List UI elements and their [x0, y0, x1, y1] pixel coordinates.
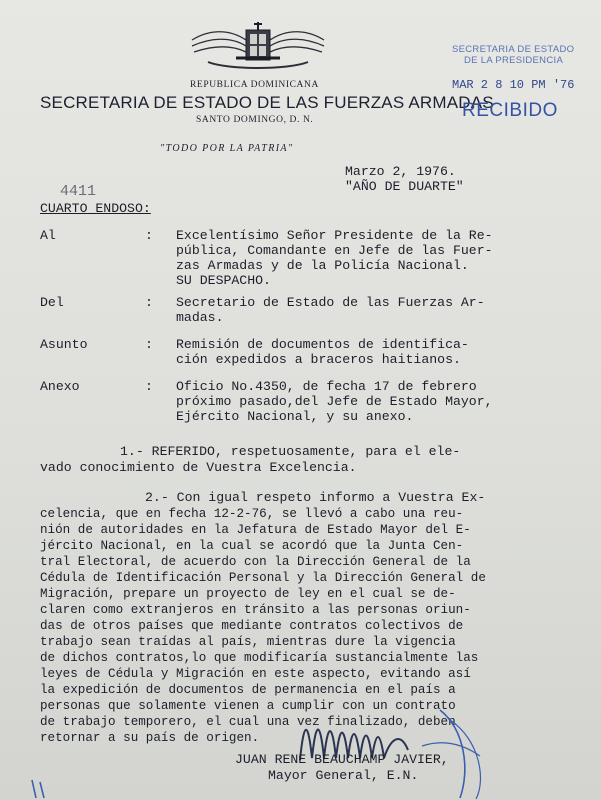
paragraph-2-line-16: retornar a su país de origen. — [40, 731, 260, 745]
from-separator: : — [145, 295, 153, 310]
to-line-2: pública, Comandante en Jefe de las Fuer- — [176, 243, 493, 258]
document-number: 4411 — [60, 183, 97, 200]
ministry-title: SECRETARIA DE ESTADO DE LAS FUERZAS ARMADAS — [40, 93, 494, 112]
motto: "TODO POR LA PATRIA" — [160, 143, 294, 154]
paragraph-2-line-7: Migración, prepare un proyecto de ley en el cual se de- — [40, 587, 456, 601]
handwritten-signature — [290, 700, 510, 800]
to-line-4: SU DESPACHO. — [176, 273, 271, 288]
ink-mark — [28, 778, 58, 800]
year-name: "AÑO DE DUARTE" — [345, 179, 464, 194]
annex-line-1: Oficio No.4350, de fecha 17 de febrero — [176, 379, 477, 394]
to-line-3: zas Armadas y de la Policía Nacional. — [176, 258, 469, 273]
paragraph-2-line-3: nión de autoridades en la Jefatura de Estado Mayor del E- — [40, 523, 471, 537]
stamp-line-1: SECRETARIA DE ESTADO — [452, 44, 575, 55]
to-line-1: Excelentísimo Señor Presidente de la Re- — [176, 228, 493, 243]
stamp-date: MAR 2 8 10 PM '76 — [452, 78, 575, 92]
paragraph-2-line-5: tral Electoral, de acuerdo con la Dirección General de la — [40, 555, 471, 569]
republic-label: REPUBLICA DOMINICANA — [190, 80, 319, 90]
paragraph-2-line-11: de dichos contratos,lo que modificaría sustancialmente las — [40, 651, 479, 665]
endorsement-heading: CUARTO ENDOSO: — [40, 201, 151, 216]
paragraph-2-line-15: de trabajo temporero, el cual una vez finalizado, deben — [40, 715, 456, 729]
stamp-status: RECIBIDO — [462, 100, 558, 121]
paragraph-2-line-10: trabajo sean traídas al país, mientras dure la vigencia — [40, 635, 456, 649]
paragraph-2-line-1: 2.- Con igual respeto informo a Vuestra Ex- — [145, 490, 486, 505]
received-stamp — [452, 44, 592, 122]
from-line-2: madas. — [176, 310, 224, 325]
annex-label: Anexo — [40, 379, 80, 394]
paragraph-2-line-6: Cédula de Identificación Personal y la Dirección General de — [40, 571, 486, 585]
subject-line-1: Remisión de documentos de identifica- — [176, 337, 469, 352]
from-line-1: Secretario de Estado de las Fuerzas Ar- — [176, 295, 485, 310]
stamp-line-2: DE LA PRESIDENCIA — [464, 55, 564, 66]
to-label: Al — [40, 228, 56, 243]
annex-separator: : — [145, 379, 153, 394]
signatory-rank: Mayor General, E.N. — [268, 768, 419, 783]
paragraph-2-line-12: leyes de Cédula y Migración en este aspecto, evitando así — [40, 667, 471, 681]
subject-separator: : — [145, 337, 153, 352]
paragraph-2-line-2: celencia, que en fecha 12-2-76, se llevó a cabo una reu- — [40, 507, 464, 521]
paragraph-2-line-14: personas que solamente vienen a cumplir con un contrato — [40, 699, 456, 713]
signatory-name: JUAN RENE BEAUCHAMP JAVIER, — [235, 752, 449, 767]
subject-label: Asunto — [40, 337, 88, 352]
paragraph-1-line-1: 1.- REFERIDO, respetuosamente, para el ele- — [120, 444, 461, 459]
from-label: Del — [40, 295, 64, 310]
paragraph-1-line-2: vado conocimiento de Vuestra Excelencia. — [40, 460, 357, 475]
annex-line-2: próximo pasado,del Jefe de Estado Mayor, — [176, 394, 493, 409]
to-separator: : — [145, 228, 153, 243]
paragraph-2-line-9: das de otros países que mediante contratos colectivos de — [40, 619, 464, 633]
subject-line-2: ción expedidos a braceros haitianos. — [176, 352, 461, 367]
paragraph-2-line-13: la expedición de documentos de permanencia en el país a — [40, 683, 456, 697]
city-label: SANTO DOMINGO, D. N. — [196, 115, 314, 125]
letter-date: Marzo 2, 1976. — [345, 164, 456, 179]
annex-line-3: Ejército Nacional, y su anexo. — [176, 409, 414, 424]
paragraph-2-line-8: claren como extranjeros en tránsito a las personas oriun- — [40, 603, 471, 617]
paragraph-2-line-4: jército Nacional, en la cual se acordó que la Junta Cen- — [40, 539, 464, 553]
coat-of-arms-icon — [188, 18, 328, 74]
